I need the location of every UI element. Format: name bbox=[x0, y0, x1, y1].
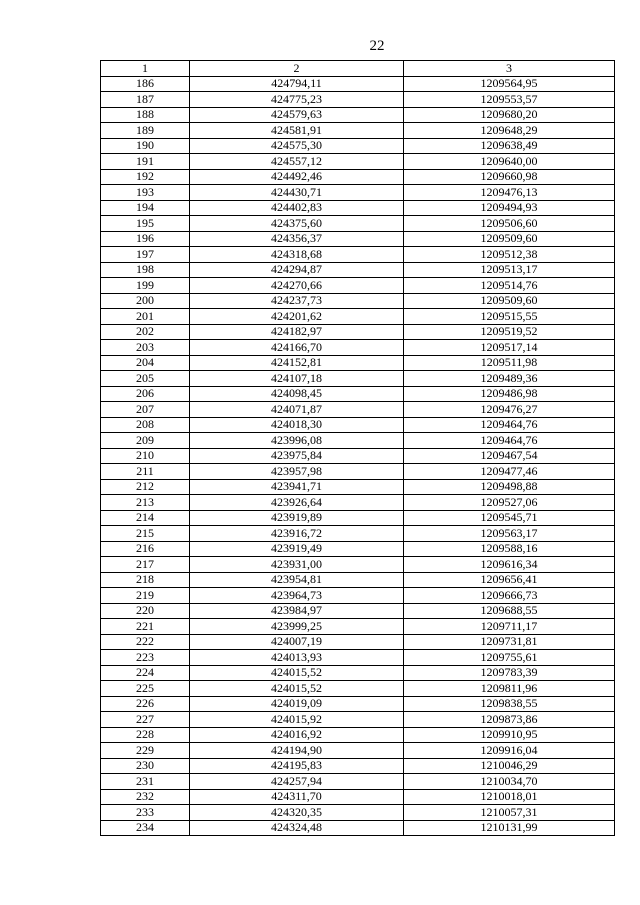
y-coordinate-cell: 1209513,17 bbox=[404, 262, 615, 278]
table-row bbox=[101, 789, 615, 805]
y-coordinate-cell: 1209688,55 bbox=[404, 603, 615, 619]
table-row bbox=[101, 479, 615, 495]
y-coordinate-cell: 1209666,73 bbox=[404, 588, 615, 604]
point-number-cell: 210 bbox=[101, 448, 190, 464]
x-coordinate-cell: 424015,52 bbox=[190, 681, 404, 697]
x-coordinate-cell: 424581,91 bbox=[190, 123, 404, 139]
x-coordinate-cell: 423975,84 bbox=[190, 448, 404, 464]
point-number-cell: 216 bbox=[101, 541, 190, 557]
point-number-cell: 217 bbox=[101, 557, 190, 573]
point-number-cell: 227 bbox=[101, 712, 190, 728]
point-number-cell: 206 bbox=[101, 386, 190, 402]
point-number-cell: 207 bbox=[101, 402, 190, 418]
y-coordinate-cell: 1209916,04 bbox=[404, 743, 615, 759]
coordinates-table bbox=[100, 60, 615, 836]
x-coordinate-cell: 424098,45 bbox=[190, 386, 404, 402]
y-coordinate-cell: 1209638,49 bbox=[404, 138, 615, 154]
y-coordinate-cell: 1209467,54 bbox=[404, 448, 615, 464]
x-coordinate-cell: 424016,92 bbox=[190, 727, 404, 743]
table-row bbox=[101, 758, 615, 774]
point-number-cell: 197 bbox=[101, 247, 190, 263]
x-coordinate-cell: 424257,94 bbox=[190, 774, 404, 790]
point-number-cell: 231 bbox=[101, 774, 190, 790]
table-row bbox=[101, 526, 615, 542]
y-coordinate-cell: 1209512,38 bbox=[404, 247, 615, 263]
y-coordinate-cell: 1209476,27 bbox=[404, 402, 615, 418]
x-coordinate-cell: 424294,87 bbox=[190, 262, 404, 278]
table-row bbox=[101, 92, 615, 108]
point-number-cell: 188 bbox=[101, 107, 190, 123]
y-coordinate-cell: 1209564,95 bbox=[404, 76, 615, 92]
y-coordinate-cell: 1209838,55 bbox=[404, 696, 615, 712]
point-number-cell: 201 bbox=[101, 309, 190, 325]
table-row bbox=[101, 324, 615, 340]
y-coordinate-cell: 1209648,29 bbox=[404, 123, 615, 139]
point-number-cell: 191 bbox=[101, 154, 190, 170]
table-row bbox=[101, 107, 615, 123]
point-number-cell: 218 bbox=[101, 572, 190, 588]
table-row bbox=[101, 727, 615, 743]
point-number-cell: 203 bbox=[101, 340, 190, 356]
x-coordinate-cell: 424015,52 bbox=[190, 665, 404, 681]
y-coordinate-cell: 1209545,71 bbox=[404, 510, 615, 526]
point-number-cell: 189 bbox=[101, 123, 190, 139]
x-coordinate-cell: 423999,25 bbox=[190, 619, 404, 635]
table-row bbox=[101, 123, 615, 139]
point-number-cell: 196 bbox=[101, 231, 190, 247]
x-coordinate-cell: 423984,97 bbox=[190, 603, 404, 619]
y-coordinate-cell: 1209515,55 bbox=[404, 309, 615, 325]
y-coordinate-cell: 1209553,57 bbox=[404, 92, 615, 108]
table-row bbox=[101, 774, 615, 790]
y-coordinate-cell: 1209464,76 bbox=[404, 417, 615, 433]
x-coordinate-cell: 424270,66 bbox=[190, 278, 404, 294]
y-coordinate-cell: 1209640,00 bbox=[404, 154, 615, 170]
y-coordinate-cell: 1209731,81 bbox=[404, 634, 615, 650]
y-coordinate-cell: 1209506,60 bbox=[404, 216, 615, 232]
table-row bbox=[101, 200, 615, 216]
point-number-cell: 209 bbox=[101, 433, 190, 449]
table-row bbox=[101, 216, 615, 232]
table-row bbox=[101, 293, 615, 309]
x-coordinate-cell: 423919,49 bbox=[190, 541, 404, 557]
table-row bbox=[101, 681, 615, 697]
y-coordinate-cell: 1209755,61 bbox=[404, 650, 615, 666]
point-number-cell: 204 bbox=[101, 355, 190, 371]
x-coordinate-cell: 424019,09 bbox=[190, 696, 404, 712]
table-row bbox=[101, 169, 615, 185]
point-number-cell: 228 bbox=[101, 727, 190, 743]
y-coordinate-cell: 1209527,06 bbox=[404, 495, 615, 511]
x-coordinate-cell: 423957,98 bbox=[190, 464, 404, 480]
page-number: 22 bbox=[369, 38, 385, 54]
point-number-cell: 193 bbox=[101, 185, 190, 201]
point-number-cell: 187 bbox=[101, 92, 190, 108]
y-coordinate-cell: 1210057,31 bbox=[404, 805, 615, 821]
table-row bbox=[101, 386, 615, 402]
y-coordinate-cell: 1209511,98 bbox=[404, 355, 615, 371]
table-header-row bbox=[101, 61, 615, 77]
x-coordinate-cell: 423919,89 bbox=[190, 510, 404, 526]
x-coordinate-cell: 423931,00 bbox=[190, 557, 404, 573]
table-row bbox=[101, 309, 615, 325]
y-coordinate-cell: 1209464,76 bbox=[404, 433, 615, 449]
x-coordinate-cell: 424152,81 bbox=[190, 355, 404, 371]
x-coordinate-cell: 423954,81 bbox=[190, 572, 404, 588]
table-row bbox=[101, 495, 615, 511]
point-number-cell: 222 bbox=[101, 634, 190, 650]
y-coordinate-cell: 1210018,01 bbox=[404, 789, 615, 805]
x-coordinate-cell: 424015,92 bbox=[190, 712, 404, 728]
x-coordinate-cell: 423916,72 bbox=[190, 526, 404, 542]
y-coordinate-cell: 1209519,52 bbox=[404, 324, 615, 340]
y-coordinate-cell: 1209873,86 bbox=[404, 712, 615, 728]
y-coordinate-cell: 1210034,70 bbox=[404, 774, 615, 790]
y-coordinate-cell: 1209711,17 bbox=[404, 619, 615, 635]
table-row bbox=[101, 510, 615, 526]
table-row bbox=[101, 76, 615, 92]
point-number-cell: 200 bbox=[101, 293, 190, 309]
table-row bbox=[101, 231, 615, 247]
y-coordinate-cell: 1209517,14 bbox=[404, 340, 615, 356]
point-number-cell: 199 bbox=[101, 278, 190, 294]
point-number-cell: 233 bbox=[101, 805, 190, 821]
point-number-cell: 208 bbox=[101, 417, 190, 433]
point-number-cell: 202 bbox=[101, 324, 190, 340]
point-number-cell: 214 bbox=[101, 510, 190, 526]
point-number-cell: 226 bbox=[101, 696, 190, 712]
x-coordinate-cell: 424794,11 bbox=[190, 76, 404, 92]
y-coordinate-cell: 1209514,76 bbox=[404, 278, 615, 294]
point-number-cell: 215 bbox=[101, 526, 190, 542]
y-coordinate-cell: 1209509,60 bbox=[404, 293, 615, 309]
x-coordinate-cell: 424775,23 bbox=[190, 92, 404, 108]
point-number-cell: 220 bbox=[101, 603, 190, 619]
table-row bbox=[101, 371, 615, 387]
table-row bbox=[101, 603, 615, 619]
y-coordinate-cell: 1209616,34 bbox=[404, 557, 615, 573]
table-row bbox=[101, 557, 615, 573]
point-number-cell: 211 bbox=[101, 464, 190, 480]
table-row bbox=[101, 619, 615, 635]
column-header-1: 1 bbox=[101, 61, 190, 77]
point-number-cell: 219 bbox=[101, 588, 190, 604]
x-coordinate-cell: 423964,73 bbox=[190, 588, 404, 604]
x-coordinate-cell: 424575,30 bbox=[190, 138, 404, 154]
x-coordinate-cell: 424007,19 bbox=[190, 634, 404, 650]
y-coordinate-cell: 1209494,93 bbox=[404, 200, 615, 216]
point-number-cell: 229 bbox=[101, 743, 190, 759]
y-coordinate-cell: 1210131,99 bbox=[404, 820, 615, 836]
table-row bbox=[101, 541, 615, 557]
table-row bbox=[101, 572, 615, 588]
table-row bbox=[101, 433, 615, 449]
table-row bbox=[101, 247, 615, 263]
point-number-cell: 223 bbox=[101, 650, 190, 666]
y-coordinate-cell: 1209476,13 bbox=[404, 185, 615, 201]
y-coordinate-cell: 1209477,46 bbox=[404, 464, 615, 480]
table-row bbox=[101, 650, 615, 666]
x-coordinate-cell: 424237,73 bbox=[190, 293, 404, 309]
y-coordinate-cell: 1209680,20 bbox=[404, 107, 615, 123]
x-coordinate-cell: 424324,48 bbox=[190, 820, 404, 836]
point-number-cell: 198 bbox=[101, 262, 190, 278]
point-number-cell: 234 bbox=[101, 820, 190, 836]
point-number-cell: 186 bbox=[101, 76, 190, 92]
y-coordinate-cell: 1209486,98 bbox=[404, 386, 615, 402]
point-number-cell: 224 bbox=[101, 665, 190, 681]
x-coordinate-cell: 424201,62 bbox=[190, 309, 404, 325]
point-number-cell: 205 bbox=[101, 371, 190, 387]
y-coordinate-cell: 1209509,60 bbox=[404, 231, 615, 247]
y-coordinate-cell: 1210046,29 bbox=[404, 758, 615, 774]
point-number-cell: 230 bbox=[101, 758, 190, 774]
table-row bbox=[101, 278, 615, 294]
x-coordinate-cell: 424166,70 bbox=[190, 340, 404, 356]
x-coordinate-cell: 424375,60 bbox=[190, 216, 404, 232]
y-coordinate-cell: 1209498,88 bbox=[404, 479, 615, 495]
table-row bbox=[101, 185, 615, 201]
x-coordinate-cell: 424320,35 bbox=[190, 805, 404, 821]
x-coordinate-cell: 424194,90 bbox=[190, 743, 404, 759]
x-coordinate-cell: 423941,71 bbox=[190, 479, 404, 495]
point-number-cell: 212 bbox=[101, 479, 190, 495]
table-row bbox=[101, 820, 615, 836]
x-coordinate-cell: 424402,83 bbox=[190, 200, 404, 216]
y-coordinate-cell: 1209910,95 bbox=[404, 727, 615, 743]
y-coordinate-cell: 1209563,17 bbox=[404, 526, 615, 542]
table-row bbox=[101, 262, 615, 278]
y-coordinate-cell: 1209660,98 bbox=[404, 169, 615, 185]
x-coordinate-cell: 424492,46 bbox=[190, 169, 404, 185]
table-row bbox=[101, 634, 615, 650]
column-header-2: 2 bbox=[190, 61, 404, 77]
x-coordinate-cell: 424579,63 bbox=[190, 107, 404, 123]
table-row bbox=[101, 696, 615, 712]
y-coordinate-cell: 1209783,39 bbox=[404, 665, 615, 681]
column-header-3: 3 bbox=[404, 61, 615, 77]
table-row bbox=[101, 588, 615, 604]
point-number-cell: 192 bbox=[101, 169, 190, 185]
x-coordinate-cell: 424107,18 bbox=[190, 371, 404, 387]
x-coordinate-cell: 424318,68 bbox=[190, 247, 404, 263]
x-coordinate-cell: 424195,83 bbox=[190, 758, 404, 774]
y-coordinate-cell: 1209656,41 bbox=[404, 572, 615, 588]
table-row bbox=[101, 402, 615, 418]
y-coordinate-cell: 1209489,36 bbox=[404, 371, 615, 387]
point-number-cell: 194 bbox=[101, 200, 190, 216]
table-row bbox=[101, 448, 615, 464]
point-number-cell: 213 bbox=[101, 495, 190, 511]
table-row bbox=[101, 138, 615, 154]
point-number-cell: 190 bbox=[101, 138, 190, 154]
y-coordinate-cell: 1209588,16 bbox=[404, 541, 615, 557]
x-coordinate-cell: 424557,12 bbox=[190, 154, 404, 170]
point-number-cell: 232 bbox=[101, 789, 190, 805]
table-row bbox=[101, 154, 615, 170]
table-row bbox=[101, 355, 615, 371]
point-number-cell: 195 bbox=[101, 216, 190, 232]
table-row bbox=[101, 743, 615, 759]
x-coordinate-cell: 424182,97 bbox=[190, 324, 404, 340]
table-row bbox=[101, 805, 615, 821]
x-coordinate-cell: 424013,93 bbox=[190, 650, 404, 666]
x-coordinate-cell: 424018,30 bbox=[190, 417, 404, 433]
x-coordinate-cell: 423996,08 bbox=[190, 433, 404, 449]
table-row bbox=[101, 712, 615, 728]
x-coordinate-cell: 424311,70 bbox=[190, 789, 404, 805]
x-coordinate-cell: 424356,37 bbox=[190, 231, 404, 247]
table-row bbox=[101, 340, 615, 356]
y-coordinate-cell: 1209811,96 bbox=[404, 681, 615, 697]
point-number-cell: 225 bbox=[101, 681, 190, 697]
x-coordinate-cell: 424430,71 bbox=[190, 185, 404, 201]
point-number-cell: 221 bbox=[101, 619, 190, 635]
x-coordinate-cell: 423926,64 bbox=[190, 495, 404, 511]
table-row bbox=[101, 665, 615, 681]
table-row bbox=[101, 464, 615, 480]
x-coordinate-cell: 424071,87 bbox=[190, 402, 404, 418]
table-row bbox=[101, 417, 615, 433]
